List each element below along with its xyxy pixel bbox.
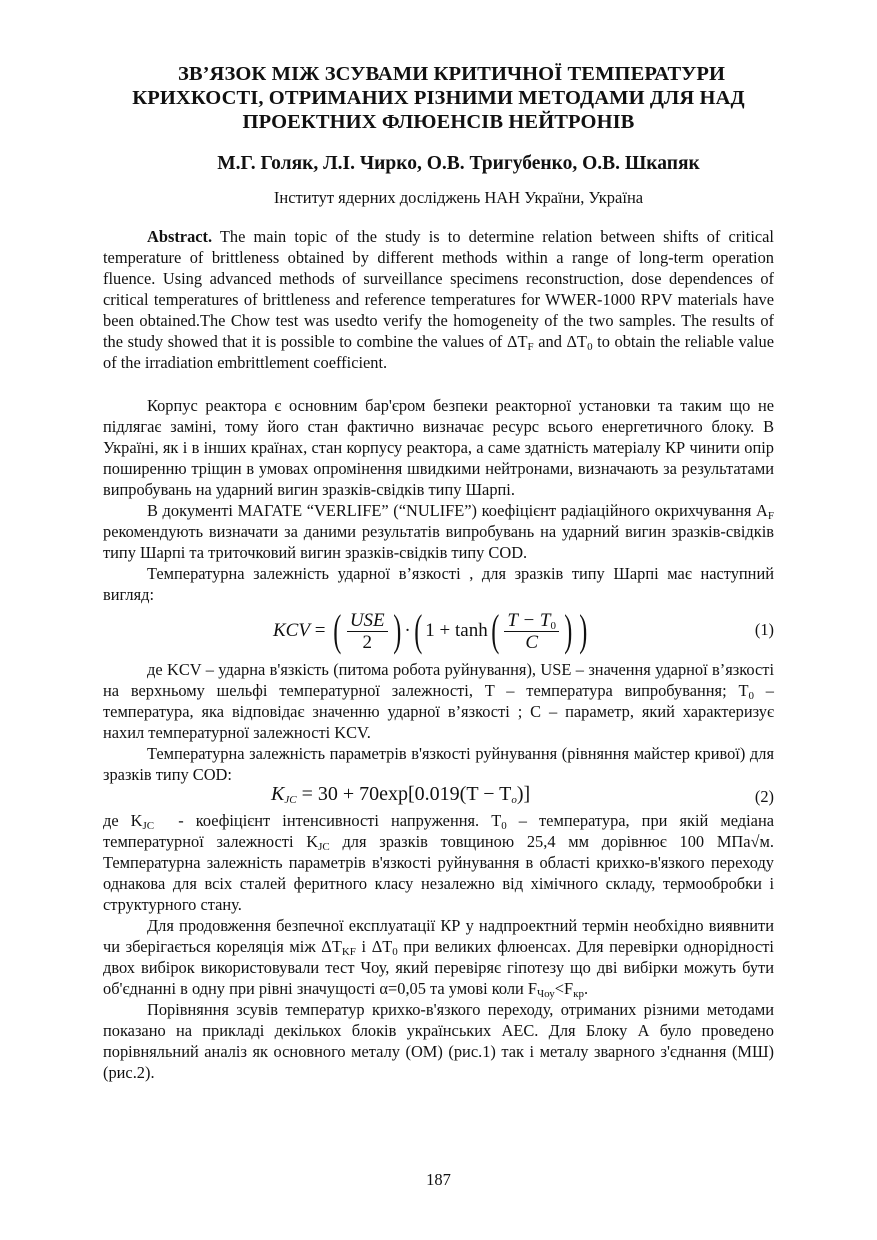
equation-1: KCV = ( $\frac{\text{USE}}{2}$ ) · ( 1 + tanh ( $\frac{T - T_0}{C}$ ) ) (1) <box>273 606 774 655</box>
paragraph-8: Порівняння зсувів температур крихко-в'язкого переходу, отриманих різними методами показано на прикладі декількох блоків українських АЕС. Для Блоку А було проведено порівняльний аналіз як основного металу (ОМ) (рис.1) так і металу зварного з'єднання (МШ) (рис.2). <box>103 1000 774 1082</box>
equation-2: $K_{JC} = 30 + 70\exp[0.019(T - T_o)]$ (2) <box>271 783 774 806</box>
paragraph-1: Корпус реактора є основним бар'єром безпеки реакторної установки та таким що не підлягає заміні, тому його стан фактично визначає ресурс всього енергетичного блоку. В Україні, як і в інших країнах, стан корпусу реактора, а саме здатність матеріалу КР чинити опір поширенню тріщин в умовах опромінення швидкими нейтронами, визначають за результатами випробувань на ударний вигин зразків-свідків типу Шарпі. <box>103 396 774 499</box>
equation-number: (2) <box>754 787 774 806</box>
abstract-label: Abstract. <box>147 227 213 246</box>
paragraph-6: де $K_{JC}$ - коефіцієнт інтенсивності напруження. $T_0$ – температура, при якій медіана температурної залежності $K_{JC}$ для зразків товщиною 25,4 мм дорівнює 100 МПа√м. Температурна залежність параметрів в'язкості руйнування в області крихко-в'язкого переходу однакова для всіх сталей феритного класу незалежно від хімічного складу, термообробки і структурного стану. <box>103 811 774 914</box>
page-number: 187 <box>426 1170 451 1189</box>
paragraph-3: Температурна залежність ударної в’язкості , для зразків типу Шарпі має наступний вигляд: <box>103 564 774 604</box>
abstract: Abstract. The main topic of the study is to determine relation between shifts of critical temperature of brittleness obtained by different methods within a range of long-term operation fluence. Using advanced methods of surveillance specimens reconstruction, dose dependences of critical temperatures of brittleness and reference temperatures for WWER-1000 RPV materials have been obtained.The Chow test was usedto verify the homogeneity of the two samples. The results of the study showed that it is possible to combine the values of $\Delta T_F$ and $\Delta T_0$ to obtain the reliable value of the irradiation embrittlement coefficient. <box>103 227 774 372</box>
paragraph-5: Температурна залежність параметрів в'язкості руйнування (рівняння майстер кривої) для зразків типу COD: <box>103 744 774 784</box>
paper-title <box>103 62 774 134</box>
affiliation: Інститут ядерних досліджень НАН України, Україна <box>273 188 644 207</box>
title-line: ПРОЕКТНИХ ФЛЮЕНСІВ НЕЙТРОНІВ <box>242 111 635 133</box>
paragraph-7: Для продовження безпечної експлуатації КР у надпроектний термін необхідно виявнити чи зберігається кореляція між $\Delta T_{KF}$ і $\Delta T_0$ при великих флюенсах. Для перевірки однорідності двох вибірок використовували тест Чоу, який перевіряє гіпотезу що дві вибірки можуть бути об'єднанні в одну при рівні значущості α=0,05 та умові коли $F_{Чоу}<F_{кр}$. <box>103 916 774 1000</box>
title-line: ЗВ’ЯЗОК МІЖ ЗСУВАМИ КРИТИЧНОЇ ТЕМПЕРАТУРИ <box>177 63 726 85</box>
title-line: КРИХКОСТІ, ОТРИМАНИХ РІЗНИМИ МЕТОДАМИ ДЛЯ НАД <box>132 87 745 109</box>
paragraph-4: де KCV – ударна в'язкість (питома робота руйнування), USE – значення ударної в’язкості на верхньому шельфі температурної залежності, T – температура випробування; $T_0$ – температура, яка відповідає значенню ударної в’язкості ; C – параметр, який характеризує нахил температурної залежності KCV. <box>103 660 774 742</box>
paragraph-2: В документі МАГАТЕ “VERLIFE” (“NULIFE”) коефіцієнт радіаційного окрихчування $A_F$ рекомендують визначати за даними результатів випробувань на ударний вигин зразків-свідків типу Шарпі та триточковий вигин зразків-свідків типу COD. <box>103 501 774 562</box>
equation-number: (1) <box>754 620 774 639</box>
authors: М.Г. Голяк, Л.І. Чирко, О.В. Тригубенко, О.В. Шкапяк <box>217 153 700 174</box>
paper-page <box>103 62 774 1083</box>
